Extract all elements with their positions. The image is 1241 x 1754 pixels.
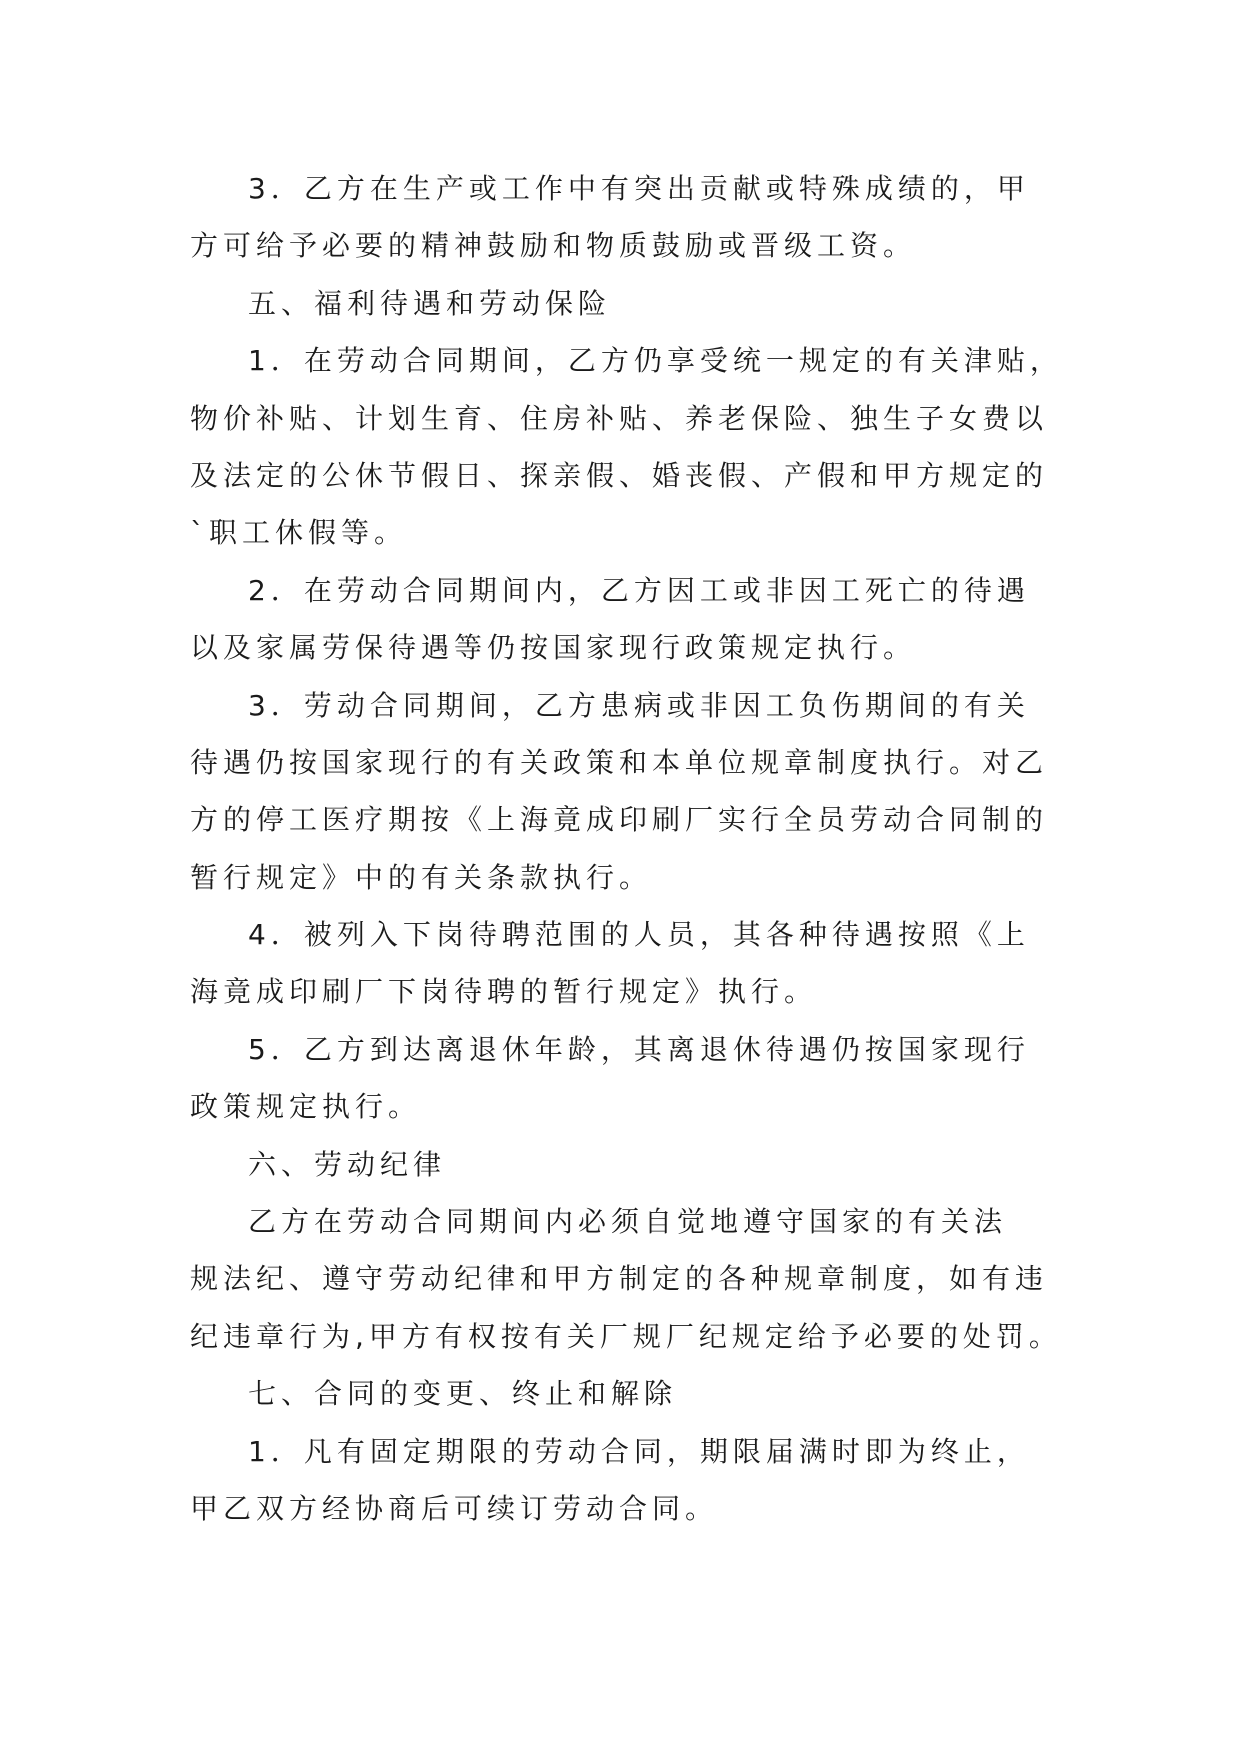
text-line: 待遇仍按国家现行的有关政策和本单位规章制度执行。对乙: [190, 745, 1049, 779]
text-line: 以及家属劳保待遇等仍按国家现行政策规定执行。: [190, 631, 917, 665]
text-line: 六、劳动纪律: [248, 1147, 447, 1181]
text-line: 1．在劳动合同期间，乙方仍享受统一规定的有关津贴，: [248, 344, 1063, 378]
text-line: 规法纪、遵守劳动纪律和甲方制定的各种规章制度，如有违: [190, 1262, 1049, 1296]
text-line: 方可给予必要的精神鼓励和物质鼓励或晋级工资。: [190, 229, 917, 263]
text-line: 1．凡有固定期限的劳动合同，期限届满时即为终止，: [248, 1434, 1030, 1468]
text-line: 4．被列入下岗待聘范围的人员，其各种待遇按照《上: [248, 918, 1030, 952]
text-line: 方的停工医疗期按《上海竟成印刷厂实行全员劳动合同制的: [190, 803, 1049, 837]
text-line: 3．劳动合同期间，乙方患病或非因工负伤期间的有关: [248, 688, 1030, 722]
text-line: 暂行规定》中的有关条款执行。: [190, 860, 653, 894]
text-line: `职工休假等。: [190, 516, 408, 550]
text-line: 3．乙方在生产或工作中有突出贡献或特殊成绩的，甲: [248, 172, 1030, 205]
document-body: [190, 160, 1063, 1537]
text-line: 海竟成印刷厂下岗待聘的暂行规定》执行。: [190, 975, 818, 1009]
text-line: 五、福利待遇和劳动保险: [248, 286, 612, 320]
text-line: 政策规定执行。: [190, 1090, 422, 1124]
text-line: 七、合同的变更、终止和解除: [248, 1377, 678, 1411]
text-line: 甲乙双方经协商后可续订劳动合同。: [190, 1491, 719, 1525]
text-line: 乙方在劳动合同期间内必须自觉地遵守国家的有关法: [248, 1205, 1008, 1239]
text-line: 纪违章行为,甲方有权按有关厂规厂纪规定给予必要的处罚。: [190, 1319, 1062, 1353]
text-line: 2．在劳动合同期间内，乙方因工或非因工死亡的待遇: [248, 573, 1030, 607]
text-line: 物价补贴、计划生育、住房补贴、养老保险、独生子女费以: [190, 401, 1049, 435]
text-line: 及法定的公休节假日、探亲假、婚丧假、产假和甲方规定的: [190, 458, 1049, 492]
text-line: 5．乙方到达离退休年龄，其离退休待遇仍按国家现行: [248, 1032, 1030, 1066]
